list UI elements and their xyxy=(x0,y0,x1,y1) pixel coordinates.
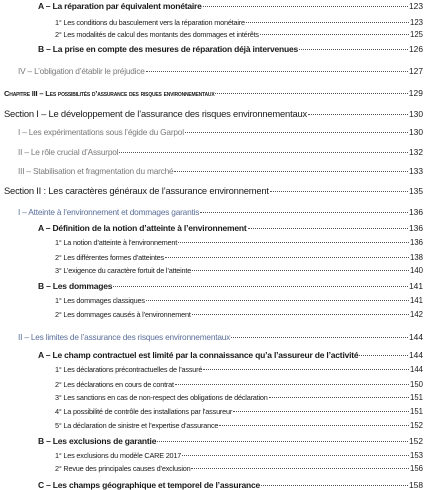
dot-leader xyxy=(231,337,408,338)
toc-entry xyxy=(0,310,429,319)
toc-entry xyxy=(0,332,429,342)
toc-entry xyxy=(0,147,429,157)
toc-entry-label: Section I – Le développement de l’assurance des risques environnementaux xyxy=(4,108,307,119)
dot-leader xyxy=(165,257,409,258)
dot-leader xyxy=(203,6,408,7)
toc-entry-page: 144 xyxy=(409,332,423,342)
toc-entry-label: B – Les exclusions de garantie xyxy=(38,436,157,446)
toc-entry xyxy=(0,18,429,27)
toc-entry xyxy=(0,451,429,460)
toc-entry-label: A – Le champ contractuel est limité par la connaissance qu’a l’assureur de l’activité xyxy=(38,350,359,360)
dot-leader xyxy=(246,22,409,23)
toc-entry-label: A – Définition de la notion d’atteinte à l’environnement xyxy=(38,223,247,233)
toc-entry-page: 136 xyxy=(409,238,423,247)
toc-entry-page: 144 xyxy=(409,350,423,360)
toc-entry-label: II – Le rôle crucial d’Assurpol xyxy=(18,147,119,157)
dot-leader xyxy=(299,49,408,50)
dot-leader xyxy=(261,485,408,486)
toc-entry-page: 151 xyxy=(409,393,423,402)
toc-entry-page: 136 xyxy=(409,207,423,217)
toc-entry-label: 1° Les exclusions du modèle CARE 2017 xyxy=(55,451,182,460)
toc-entry-label: 2° Les déclarations en cours de contrat xyxy=(55,380,174,389)
toc-entry-page: 123 xyxy=(409,1,423,11)
dot-leader xyxy=(248,228,408,229)
toc-entry-page: 138 xyxy=(409,253,423,262)
toc-entry-label: B – Les dommages xyxy=(38,281,113,291)
toc-entry-label: I – Atteinte à l’environnement et dommages garantis xyxy=(18,207,200,217)
toc-entry-page: 125 xyxy=(409,30,423,39)
toc-entry-page: 140 xyxy=(409,266,423,275)
dot-leader xyxy=(233,411,409,412)
dot-leader xyxy=(146,71,408,72)
toc-entry xyxy=(0,266,429,275)
dot-leader xyxy=(192,314,409,315)
toc-entry xyxy=(0,480,429,490)
toc-entry-label: 1° La notion d’atteinte à l’environnement xyxy=(55,238,178,247)
toc-entry-label: II – Les limites de l’assurance des risques environnementaux xyxy=(18,332,231,342)
toc-entry xyxy=(0,223,429,233)
dot-leader xyxy=(175,384,409,385)
toc-entry xyxy=(0,464,429,473)
toc-entry xyxy=(0,185,429,196)
toc-entry xyxy=(0,207,429,217)
dot-leader xyxy=(119,152,408,153)
toc-entry-page: 126 xyxy=(409,44,423,54)
toc-entry xyxy=(0,44,429,54)
toc-entry xyxy=(0,88,429,98)
dot-leader xyxy=(174,171,408,172)
dot-leader xyxy=(219,425,409,426)
toc-entry xyxy=(0,238,429,247)
toc-entry-label: C – Les champs géographique et temporel de l’assurance xyxy=(38,480,261,490)
toc-entry-page: 130 xyxy=(409,109,423,119)
toc-entry xyxy=(0,108,429,119)
dot-leader xyxy=(157,441,408,442)
toc-entry-page: 136 xyxy=(409,223,423,233)
toc-entry xyxy=(0,421,429,430)
toc-entry xyxy=(0,127,429,137)
toc-entry xyxy=(0,281,429,291)
toc-entry-page: 141 xyxy=(409,281,423,291)
toc-entry-page: 152 xyxy=(409,421,423,430)
toc-entry xyxy=(0,380,429,389)
toc-entry xyxy=(0,436,429,446)
toc-entry-page: 130 xyxy=(409,127,423,137)
dot-leader xyxy=(192,270,409,271)
toc-entry-page: 135 xyxy=(409,186,423,196)
toc-entry-label: I – Les expérimentations sous l’égide du Garpol xyxy=(18,127,184,137)
toc-entry xyxy=(0,1,429,11)
toc-entry-page: 152 xyxy=(409,436,423,446)
toc-entry xyxy=(0,350,429,360)
toc-entry xyxy=(0,393,429,402)
toc-entry xyxy=(0,296,429,305)
toc-entry xyxy=(0,66,429,76)
toc-entry-label: Section II : Les caractères généraux de l’assurance environnement xyxy=(4,185,269,196)
dot-leader xyxy=(182,455,409,456)
toc-entry-label: A – La réparation par équivalent monétaire xyxy=(38,1,202,11)
toc-entry-page: 142 xyxy=(409,310,423,319)
toc-entry-label: 1° Les conditions du basculement vers la réparation monétaire xyxy=(55,18,245,27)
dot-leader xyxy=(203,369,409,370)
dot-leader xyxy=(269,397,409,398)
toc-entry-label: 2° Revue des principales causes d’exclusion xyxy=(55,464,191,473)
toc-entry-page: 129 xyxy=(408,88,423,98)
toc-entry xyxy=(0,253,429,262)
toc-entry-label: B – La prise en compte des mesures de réparation déjà intervenues xyxy=(38,44,299,54)
dot-leader xyxy=(113,286,408,287)
toc-entry-label: 1° Les dommages classiques xyxy=(55,296,145,305)
toc-entry-label: 2° Les dommages causés à l’environnement xyxy=(55,310,191,319)
dot-leader xyxy=(200,212,408,213)
toc-entry-page: 151 xyxy=(409,407,423,416)
toc-entry-page: 144 xyxy=(409,365,423,374)
toc-entry-page: 123 xyxy=(409,18,423,27)
toc-entry-label: IV – L’obligation d’établir le préjudice xyxy=(18,66,145,76)
dot-leader xyxy=(191,468,409,469)
dot-leader xyxy=(215,93,407,94)
toc-entry-label: 2° Les modalités de calcul des montants des dommages et intérêts xyxy=(55,30,259,39)
toc-entry-page: 133 xyxy=(409,166,423,176)
dot-leader xyxy=(146,300,409,301)
toc-entry-page: 158 xyxy=(409,480,423,490)
toc-entry xyxy=(0,166,429,176)
dot-leader xyxy=(308,114,408,115)
toc-entry-page: 127 xyxy=(409,66,423,76)
toc-entry-page: 150 xyxy=(409,380,423,389)
toc-entry xyxy=(0,30,429,39)
toc-entry-page: 153 xyxy=(409,451,423,460)
toc-entry-label: 2° Les différentes formes d’atteintes xyxy=(55,253,164,262)
toc-entry-label: III – Stabilisation et fragmentation du marché xyxy=(18,166,174,176)
dot-leader xyxy=(260,34,409,35)
toc-entry xyxy=(0,407,429,416)
toc-entry-page: 132 xyxy=(409,147,423,157)
toc-entry xyxy=(0,365,429,374)
dot-leader xyxy=(359,355,408,356)
toc-entry-label: Chapitre III – Les possibilités d’assurance des risques environnementaux xyxy=(4,89,215,98)
toc-entry-label: 1° Les déclarations précontractuelles de l’assuré xyxy=(55,365,203,374)
toc-entry-label: 3° Les sanctions en cas de non-respect des obligations de déclaration xyxy=(55,393,268,402)
dot-leader xyxy=(185,132,408,133)
toc-entry-page: 156 xyxy=(409,464,423,473)
toc-entry-page: 141 xyxy=(409,296,423,305)
toc-entry-label: 4° La possibilité de contrôle des installations par l’assureur xyxy=(55,407,233,416)
toc-entry-label: 5° La déclaration de sinistre et l’expertise d’assurance xyxy=(55,421,219,430)
dot-leader xyxy=(178,242,409,243)
toc-entry-label: 3° L’exigence du caractère fortuit de l’atteinte xyxy=(55,266,192,275)
dot-leader xyxy=(270,191,408,192)
